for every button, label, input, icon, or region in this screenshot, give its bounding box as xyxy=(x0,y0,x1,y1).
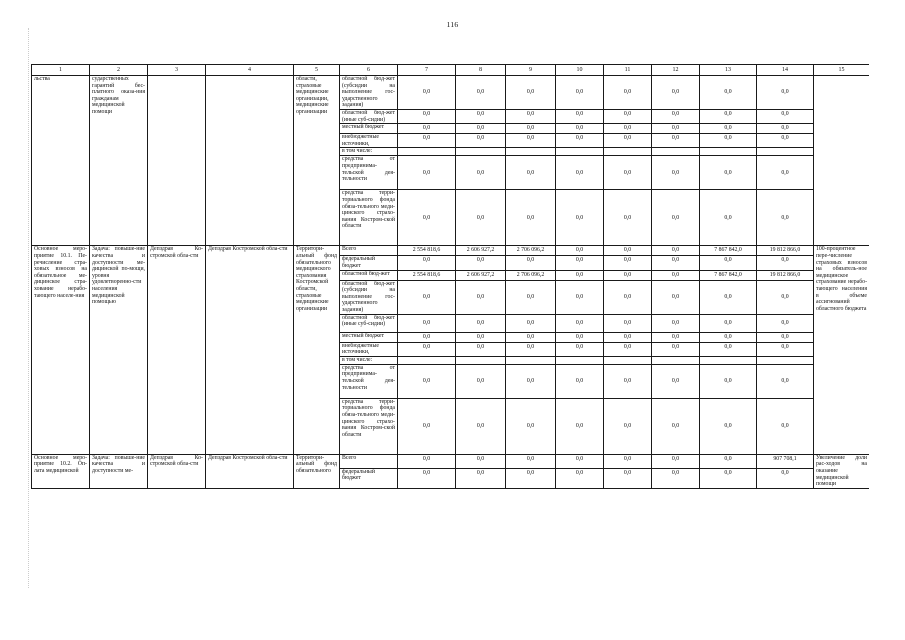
block2-c2-cell: Задача: повыше-ние качества и доступности ме- xyxy=(90,454,148,488)
value-cell: 0,0 xyxy=(506,342,556,356)
value-cell: 0,0 xyxy=(556,342,604,356)
value-cell: 0,0 xyxy=(757,314,814,332)
block0-c2-cell: сударственных гарантий бес-платного оказа-ния гражданам медицинской помощи xyxy=(90,76,148,246)
header-cell: 14 xyxy=(757,65,814,76)
header-cell: 7 xyxy=(398,65,456,76)
value-cell: 0,0 xyxy=(556,332,604,342)
value-cell: 0,0 xyxy=(556,156,604,190)
value-cell: 0,0 xyxy=(506,109,556,123)
block1-c1-cell: Основное меро-приятие 10.1. Пе-речисление стра-ховых взносов на обязательное ме-дицинское стра-хование нерабо-тающего населе-ния xyxy=(32,246,90,454)
value-cell: 0,0 xyxy=(604,124,652,134)
funding-source-cell: средства от предпринима-тельской дея-тельности xyxy=(340,156,398,190)
value-cell: 0,0 xyxy=(652,270,700,280)
value-cell: 0,0 xyxy=(652,280,700,314)
value-cell: 0,0 xyxy=(700,134,757,148)
value-cell: 0,0 xyxy=(652,190,700,246)
value-cell xyxy=(506,356,556,364)
value-cell: 0,0 xyxy=(700,156,757,190)
table-row xyxy=(32,454,870,468)
value-cell: 0,0 xyxy=(757,76,814,110)
value-cell: 0,0 xyxy=(556,270,604,280)
block0-c1-cell: льства xyxy=(32,76,90,246)
block0-c3-cell xyxy=(148,76,206,246)
budget-table xyxy=(31,64,869,489)
value-cell: 0,0 xyxy=(700,342,757,356)
value-cell: 0,0 xyxy=(652,332,700,342)
funding-source-cell: внебюджетные источники, xyxy=(340,342,398,356)
value-cell: 0,0 xyxy=(604,246,652,256)
header-cell: 15 xyxy=(814,65,870,76)
value-cell: 0,0 xyxy=(700,398,757,454)
value-cell: 0,0 xyxy=(398,190,456,246)
value-cell: 907 708,1 xyxy=(757,454,814,468)
value-cell xyxy=(604,356,652,364)
header-cell: 5 xyxy=(294,65,340,76)
funding-source-cell: областной бюд-жет (иные суб-сидии) xyxy=(340,109,398,123)
value-cell: 0,0 xyxy=(506,76,556,110)
block1-c2-cell: Задача: повыше-ние качества и доступности ме-дицинской по-мощи, уровня удовлетворенно-сти населения медицинской помощью xyxy=(90,246,148,454)
block0-c5-cell: области, страховые медицинские организации, медицинские организации xyxy=(294,76,340,246)
block2-result-cell: Увеличение доли рас-ходов на оказание медицинской помощи xyxy=(814,454,870,488)
funding-source-cell: областной бюд-жет (иные суб-сидии) xyxy=(340,314,398,332)
value-cell: 0,0 xyxy=(506,256,556,270)
value-cell: 0,0 xyxy=(398,342,456,356)
value-cell: 0,0 xyxy=(652,468,700,488)
value-cell xyxy=(556,148,604,156)
value-cell: 0,0 xyxy=(757,109,814,123)
table-row xyxy=(32,76,870,110)
value-cell: 0,0 xyxy=(556,468,604,488)
value-cell: 0,0 xyxy=(556,256,604,270)
header-cell: 10 xyxy=(556,65,604,76)
value-cell: 0,0 xyxy=(556,364,604,398)
value-cell: 0,0 xyxy=(456,124,506,134)
value-cell xyxy=(652,356,700,364)
value-cell xyxy=(700,148,757,156)
value-cell: 0,0 xyxy=(652,76,700,110)
value-cell: 0,0 xyxy=(398,364,456,398)
value-cell: 2 706 096,2 xyxy=(506,246,556,256)
value-cell: 0,0 xyxy=(456,280,506,314)
funding-source-cell: внебюджетные источники, xyxy=(340,134,398,148)
value-cell: 0,0 xyxy=(700,190,757,246)
header-cell: 8 xyxy=(456,65,506,76)
value-cell: 0,0 xyxy=(506,190,556,246)
value-cell: 0,0 xyxy=(757,134,814,148)
value-cell: 0,0 xyxy=(398,109,456,123)
value-cell: 0,0 xyxy=(556,454,604,468)
value-cell: 0,0 xyxy=(398,256,456,270)
header-cell: 13 xyxy=(700,65,757,76)
value-cell xyxy=(652,148,700,156)
value-cell xyxy=(506,148,556,156)
value-cell: 0,0 xyxy=(556,246,604,256)
value-cell: 0,0 xyxy=(652,364,700,398)
value-cell xyxy=(556,356,604,364)
block1-c3-cell: Депздрав Ко-стромской обла-сти xyxy=(148,246,206,454)
table-body xyxy=(32,65,870,489)
value-cell: 0,0 xyxy=(398,156,456,190)
value-cell: 0,0 xyxy=(604,280,652,314)
value-cell: 0,0 xyxy=(398,280,456,314)
value-cell: 0,0 xyxy=(604,468,652,488)
value-cell: 0,0 xyxy=(456,398,506,454)
header-cell: 4 xyxy=(206,65,294,76)
value-cell: 0,0 xyxy=(604,332,652,342)
value-cell: 0,0 xyxy=(506,398,556,454)
funding-source-cell: областной бюд-жет (субсидии на выполнение гос-ударственного задания) xyxy=(340,280,398,314)
value-cell: 2 606 927,2 xyxy=(456,270,506,280)
value-cell: 0,0 xyxy=(556,398,604,454)
funding-source-cell: Всего xyxy=(340,246,398,256)
value-cell: 0,0 xyxy=(556,190,604,246)
block1-result-cell: 100-процентное пере-числение страховых взносов на обязатель-ное медицинское страхование нерабо-тающего населения в объеме ассигнований областного бюджета xyxy=(814,246,870,454)
block2-c1-cell: Основное меро-приятие 10.2. Оп-лата медицинской xyxy=(32,454,90,488)
value-cell: 0,0 xyxy=(652,342,700,356)
value-cell: 0,0 xyxy=(757,256,814,270)
value-cell: 0,0 xyxy=(604,109,652,123)
value-cell: 0,0 xyxy=(556,134,604,148)
value-cell: 0,0 xyxy=(604,190,652,246)
value-cell: 0,0 xyxy=(700,314,757,332)
value-cell: 0,0 xyxy=(398,134,456,148)
value-cell: 0,0 xyxy=(700,468,757,488)
funding-source-cell: средства терри-ториального фонда обяза-тельного меди-цинского страхо-вания Костром-ской области xyxy=(340,398,398,454)
value-cell: 0,0 xyxy=(398,468,456,488)
header-cell: 2 xyxy=(90,65,148,76)
funding-source-cell: областной бюд-жет (субсидии на выполнение гос-ударственного задания) xyxy=(340,76,398,110)
value-cell: 0,0 xyxy=(604,256,652,270)
value-cell: 0,0 xyxy=(556,124,604,134)
value-cell: 2 706 096,2 xyxy=(506,270,556,280)
value-cell: 0,0 xyxy=(652,134,700,148)
value-cell: 0,0 xyxy=(652,124,700,134)
value-cell: 0,0 xyxy=(652,398,700,454)
value-cell: 0,0 xyxy=(506,332,556,342)
value-cell: 0,0 xyxy=(700,76,757,110)
value-cell: 0,0 xyxy=(652,314,700,332)
value-cell: 0,0 xyxy=(506,454,556,468)
value-cell: 0,0 xyxy=(506,156,556,190)
block2-c5-cell: Территори-альный фонд обязательного xyxy=(294,454,340,488)
block2-c3-cell: Депздрав Ко-стромской обла-сти xyxy=(148,454,206,488)
value-cell: 0,0 xyxy=(456,342,506,356)
value-cell xyxy=(700,356,757,364)
value-cell xyxy=(604,148,652,156)
value-cell: 0,0 xyxy=(556,76,604,110)
value-cell: 0,0 xyxy=(456,156,506,190)
value-cell: 0,0 xyxy=(757,124,814,134)
value-cell xyxy=(456,356,506,364)
header-cell: 1 xyxy=(32,65,90,76)
value-cell: 0,0 xyxy=(456,109,506,123)
value-cell: 0,0 xyxy=(757,468,814,488)
value-cell: 7 867 842,0 xyxy=(700,270,757,280)
value-cell: 0,0 xyxy=(700,332,757,342)
value-cell: 0,0 xyxy=(652,109,700,123)
funding-source-cell: местный бюджет xyxy=(340,332,398,342)
funding-source-cell: местный бюджет xyxy=(340,124,398,134)
value-cell: 0,0 xyxy=(398,454,456,468)
value-cell: 0,0 xyxy=(456,134,506,148)
value-cell: 0,0 xyxy=(456,454,506,468)
budget-table-wrapper xyxy=(31,64,869,639)
block0-c4-cell xyxy=(206,76,294,246)
value-cell: 0,0 xyxy=(506,124,556,134)
header-cell: 9 xyxy=(506,65,556,76)
value-cell xyxy=(456,148,506,156)
value-cell: 0,0 xyxy=(456,256,506,270)
value-cell: 2 606 927,2 xyxy=(456,246,506,256)
value-cell: 0,0 xyxy=(757,398,814,454)
value-cell: 0,0 xyxy=(700,256,757,270)
value-cell: 0,0 xyxy=(556,109,604,123)
block2-c4-cell: Депздрав Костромской обла-сти xyxy=(206,454,294,488)
value-cell: 0,0 xyxy=(700,454,757,468)
value-cell xyxy=(757,148,814,156)
value-cell: 2 554 818,6 xyxy=(398,270,456,280)
value-cell: 0,0 xyxy=(652,454,700,468)
value-cell: 19 812 866,0 xyxy=(757,246,814,256)
value-cell: 0,0 xyxy=(506,134,556,148)
value-cell: 0,0 xyxy=(757,364,814,398)
header-row xyxy=(32,65,870,76)
value-cell: 0,0 xyxy=(757,332,814,342)
value-cell: 0,0 xyxy=(398,124,456,134)
funding-source-cell: средства терри-ториального фонда обяза-тельного меди-цинского страхо-вания Костром-ской области xyxy=(340,190,398,246)
value-cell: 0,0 xyxy=(604,314,652,332)
funding-source-cell: областной бюд-жет xyxy=(340,270,398,280)
funding-source-cell: средства от предпринима-тельской дея-тельности xyxy=(340,364,398,398)
block0-result-cell xyxy=(814,76,870,246)
value-cell: 0,0 xyxy=(700,364,757,398)
value-cell: 0,0 xyxy=(604,342,652,356)
value-cell: 0,0 xyxy=(652,156,700,190)
value-cell: 0,0 xyxy=(506,364,556,398)
funding-source-cell: Всего xyxy=(340,454,398,468)
header-cell: 11 xyxy=(604,65,652,76)
value-cell: 0,0 xyxy=(398,398,456,454)
value-cell: 0,0 xyxy=(604,76,652,110)
value-cell: 0,0 xyxy=(700,109,757,123)
funding-source-cell: федеральный бюджет xyxy=(340,468,398,488)
value-cell: 0,0 xyxy=(604,398,652,454)
value-cell: 0,0 xyxy=(700,280,757,314)
header-cell: 3 xyxy=(148,65,206,76)
value-cell: 0,0 xyxy=(604,134,652,148)
value-cell: 0,0 xyxy=(604,156,652,190)
value-cell: 0,0 xyxy=(398,314,456,332)
value-cell: 0,0 xyxy=(456,468,506,488)
value-cell: 0,0 xyxy=(398,76,456,110)
value-cell: 0,0 xyxy=(604,270,652,280)
value-cell: 0,0 xyxy=(506,314,556,332)
page-number: 116 xyxy=(446,20,459,29)
value-cell: 0,0 xyxy=(456,190,506,246)
value-cell: 19 812 866,0 xyxy=(757,270,814,280)
value-cell: 0,0 xyxy=(398,332,456,342)
value-cell: 0,0 xyxy=(456,76,506,110)
header-cell: 6 xyxy=(340,65,398,76)
value-cell: 0,0 xyxy=(456,364,506,398)
header-cell: 12 xyxy=(652,65,700,76)
value-cell xyxy=(398,356,456,364)
value-cell: 0,0 xyxy=(757,342,814,356)
funding-source-cell: в том числе: xyxy=(340,148,398,156)
value-cell: 0,0 xyxy=(757,190,814,246)
value-cell xyxy=(398,148,456,156)
table-row xyxy=(32,246,870,256)
value-cell: 0,0 xyxy=(700,124,757,134)
value-cell: 0,0 xyxy=(604,454,652,468)
value-cell: 0,0 xyxy=(652,246,700,256)
value-cell: 0,0 xyxy=(506,280,556,314)
value-cell: 0,0 xyxy=(757,280,814,314)
value-cell: 7 867 842,0 xyxy=(700,246,757,256)
block1-c5-cell: Территори-альный фонд обязательного медицинского страхования Костромской области, страховые медицинские организации xyxy=(294,246,340,454)
value-cell: 0,0 xyxy=(757,156,814,190)
value-cell: 0,0 xyxy=(556,280,604,314)
value-cell: 2 554 818,6 xyxy=(398,246,456,256)
scan-margin-mark xyxy=(28,28,30,588)
funding-source-cell: федеральный бюджет xyxy=(340,256,398,270)
value-cell: 0,0 xyxy=(604,364,652,398)
block1-c4-cell: Депздрав Костромской обла-сти xyxy=(206,246,294,454)
value-cell: 0,0 xyxy=(556,314,604,332)
value-cell: 0,0 xyxy=(456,332,506,342)
value-cell: 0,0 xyxy=(652,256,700,270)
value-cell xyxy=(757,356,814,364)
funding-source-cell: в том числе: xyxy=(340,356,398,364)
value-cell: 0,0 xyxy=(506,468,556,488)
value-cell: 0,0 xyxy=(456,314,506,332)
